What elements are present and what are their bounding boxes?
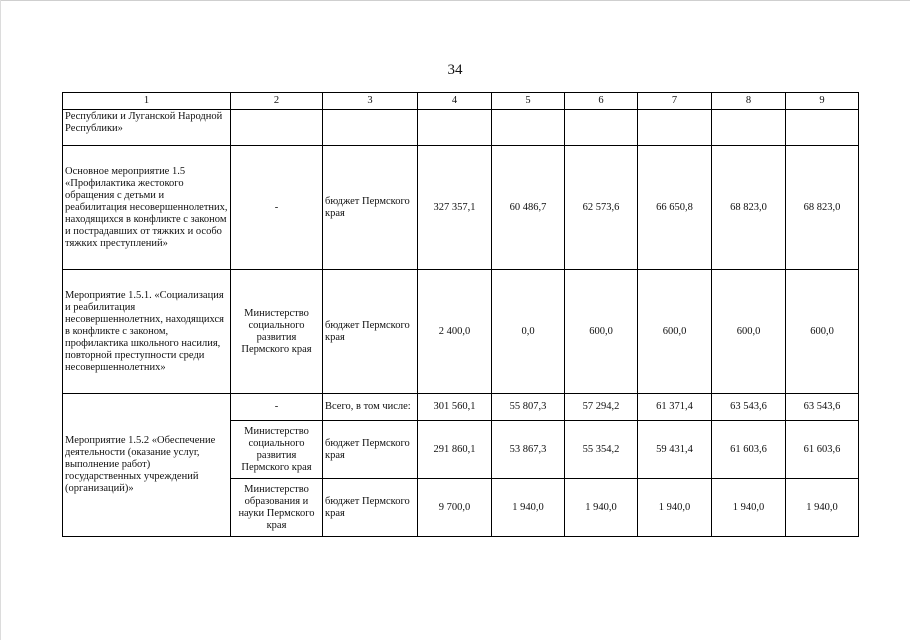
- header-cell: 6: [565, 93, 638, 110]
- value-cell: 301 560,1: [418, 394, 492, 421]
- empty-cell: [418, 110, 492, 146]
- scan-edge-left: [0, 0, 1, 640]
- value-cell: 62 573,6: [565, 146, 638, 270]
- value-cell: 1 940,0: [565, 479, 638, 537]
- value-cell: 600,0: [712, 270, 786, 394]
- table-row: [63, 146, 859, 270]
- table-row: [63, 394, 859, 421]
- empty-cell: [712, 110, 786, 146]
- empty-cell: [492, 110, 565, 146]
- header-cell: 4: [418, 93, 492, 110]
- responsible-cell: Министерство социального развития Пермского края: [231, 421, 323, 479]
- value-cell: 9 700,0: [418, 479, 492, 537]
- empty-cell: [786, 110, 859, 146]
- value-cell: 327 357,1: [418, 146, 492, 270]
- value-cell: 55 807,3: [492, 394, 565, 421]
- responsible-cell: -: [231, 394, 323, 421]
- funding-source-cell: бюджет Пермского края: [323, 479, 418, 537]
- responsible-cell: -: [231, 146, 323, 270]
- value-cell: 53 867,3: [492, 421, 565, 479]
- value-cell: 2 400,0: [418, 270, 492, 394]
- value-cell: 1 940,0: [712, 479, 786, 537]
- header-cell: 1: [63, 93, 231, 110]
- funding-source-cell: бюджет Пермского края: [323, 270, 418, 394]
- empty-cell: [638, 110, 712, 146]
- header-cell: 8: [712, 93, 786, 110]
- value-cell: 1 940,0: [638, 479, 712, 537]
- funding-source-cell: бюджет Пермского края: [323, 421, 418, 479]
- header-cell: 3: [323, 93, 418, 110]
- funding-source-cell: бюджет Пермского края: [323, 146, 418, 270]
- empty-cell: [565, 110, 638, 146]
- page-number: 34: [447, 62, 463, 78]
- value-cell: 63 543,6: [786, 394, 859, 421]
- header-cell: 7: [638, 93, 712, 110]
- table-row: [63, 270, 859, 394]
- activity-name-cell: Мероприятие 1.5.1. «Социализация и реабилитация несовершеннолетних, находящихся в конфликте с законом, профилактика школьного насилия, повторной преступности среди несовершеннолетних»: [63, 270, 231, 394]
- value-cell: 68 823,0: [712, 146, 786, 270]
- value-cell: 291 860,1: [418, 421, 492, 479]
- value-cell: 61 371,4: [638, 394, 712, 421]
- header-cell: 5: [492, 93, 565, 110]
- value-cell: 60 486,7: [492, 146, 565, 270]
- responsible-cell: Министерство образования и науки Пермского края: [231, 479, 323, 537]
- value-cell: 1 940,0: [786, 479, 859, 537]
- activity-name-cell: Республики и Луганской Народной Республики»: [63, 110, 231, 146]
- value-cell: 0,0: [492, 270, 565, 394]
- scan-edge-top: [0, 0, 910, 1]
- empty-cell: [231, 110, 323, 146]
- header-cell: 2: [231, 93, 323, 110]
- value-cell: 63 543,6: [712, 394, 786, 421]
- value-cell: 59 431,4: [638, 421, 712, 479]
- value-cell: 66 650,8: [638, 146, 712, 270]
- funding-source-cell: Всего, в том числе:: [323, 394, 418, 421]
- responsible-cell: Министерство социального развития Пермского края: [231, 270, 323, 394]
- value-cell: 61 603,6: [712, 421, 786, 479]
- value-cell: 600,0: [565, 270, 638, 394]
- header-cell: 9: [786, 93, 859, 110]
- value-cell: 600,0: [638, 270, 712, 394]
- budget-table: [62, 92, 859, 537]
- value-cell: 1 940,0: [492, 479, 565, 537]
- value-cell: 600,0: [786, 270, 859, 394]
- activity-name-cell: Мероприятие 1.5.2 «Обеспечение деятельности (оказание услуг, выполнение работ) государственных учреждений (организаций)»: [63, 394, 231, 537]
- value-cell: 57 294,2: [565, 394, 638, 421]
- value-cell: 55 354,2: [565, 421, 638, 479]
- empty-cell: [323, 110, 418, 146]
- value-cell: 61 603,6: [786, 421, 859, 479]
- activity-name-cell: Основное мероприятие 1.5 «Профилактика жестокого обращения с детьми и реабилитация несовершеннолетних, находящихся в конфликте с законом и пострадавших от тяжких и особо тяжких преступлений»: [63, 146, 231, 270]
- value-cell: 68 823,0: [786, 146, 859, 270]
- header-row: [63, 93, 859, 110]
- table-row-continuation: [63, 110, 859, 146]
